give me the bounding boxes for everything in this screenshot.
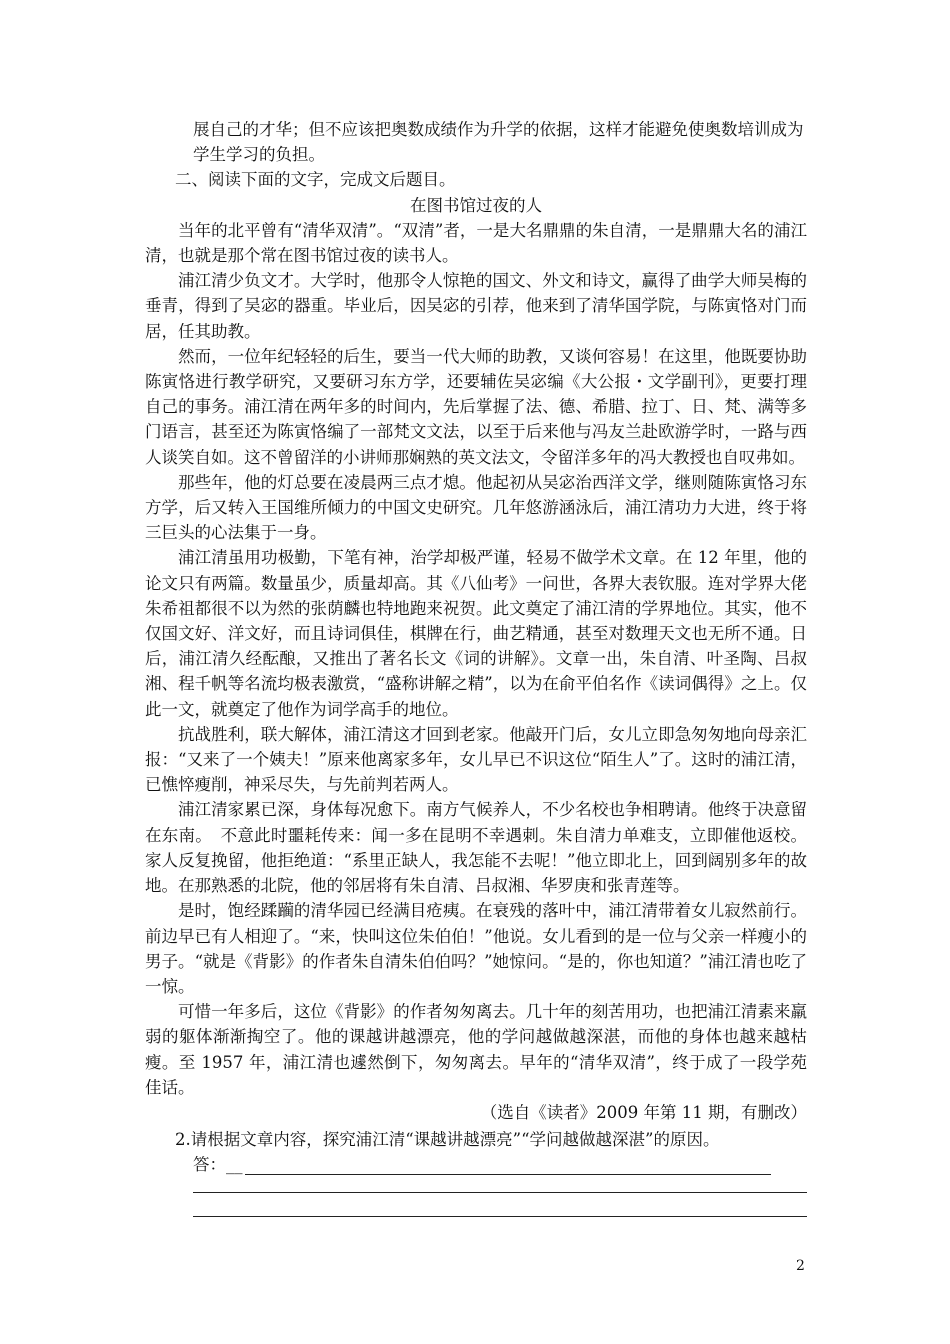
answer-line-3[interactable] bbox=[193, 1216, 807, 1217]
paragraph-1: 当年的北平曾有“清华双清”。“双清”者，一是大名鼎鼎的朱自清，一是鼎鼎大名的浦江清，也就是那个常在图书馆过夜的读书人。 bbox=[145, 220, 807, 266]
carryover-line-2: 学生学习的负担。 bbox=[193, 145, 325, 165]
paragraph-5: 浦江清虽用功极勤，下笔有神，治学却极严谨，轻易不做学术文章。在 12 年里，他的论文只有两篇。数量虽少，质量却高。其《八仙考》一问世，各界大表钦服。连对学界大佬朱希祖都很不以为然的张荫麟也特地跑来祝贺。此文奠定了浦江清的学界地位。其实，他不仅国文好、洋文好，而且诗词俱佳，棋牌在行，曲艺精通，甚至对数理天文也无所不通。日后，浦江清久经酝酿，又推出了著名长文《词的讲解》。文章一出，朱自清、叶圣陶、吕叔湘、程千帆等名流均极表激赏，“盛称讲解之精”，以为在俞平伯名作《读词偶得》之上。仅此一文，就奠定了他作为词学高手的地位。 bbox=[145, 548, 807, 719]
answer-row-3 bbox=[193, 1208, 807, 1236]
answer-line-2[interactable] bbox=[193, 1192, 807, 1193]
article-title: 在图书馆过夜的人 bbox=[410, 195, 542, 215]
answer-line-1[interactable] bbox=[245, 1174, 771, 1175]
paragraph-8: 是时，饱经蹂躏的清华园已经满目疮痍。在衰残的落叶中，浦江清带着女儿寂然前行。前边早已有人相迎了。“来，快叫这位朱伯伯！”他说。女儿看到的是一位与父亲一样瘦小的男子。“就是《背影》的作者朱自清朱伯伯吗？”她惊问。“是的，你也知道？”浦江清也吃了一惊。 bbox=[145, 901, 807, 996]
answer-row-2 bbox=[193, 1180, 807, 1208]
paragraph-7: 浦江清家累已深，身体每况愈下。南方气候养人，不少名校也争相聘请。他终于决意留在东南。 不意此时噩耗传来：闻一多在昆明不幸遇刺。朱自清力单难支，立即催他返校。家人反复挽留，他拒绝道：“系里正缺人，我怎能不去呢！”他立即北上，回到阔别多年的故地。在那熟悉的北院，他的邻居将有朱自清、吕叔湘、华罗庚和张青莲等。 bbox=[145, 800, 807, 896]
section-heading: 二、阅读下面的文字，完成文后题目。 bbox=[175, 170, 456, 190]
paragraph-3: 然而，一位年纪轻轻的后生，要当一代大师的助教，又谈何容易！在这里，他既要协助陈寅恪进行教学研究，又要研习东方学，还要辅佐吴宓编《大公报・文学副刊》，更要打理自己的事务。浦江清在两年多的时间内，先后掌握了法、德、希腊、拉丁、日、梵、满等多门语言，甚至还为陈寅恪编了一部梵文文法，以至于后来他与冯友兰赴欧游学时，一路与西人谈笑自如。这不曾留洋的小讲师那娴熟的英文法文，令留洋多年的冯大教授也自叹弗如。 bbox=[145, 346, 807, 467]
page-content bbox=[145, 117, 807, 1236]
paragraph-2: 浦江清少负文才。大学时，他那令人惊艳的国文、外文和诗文，赢得了曲学大师吴梅的垂青，得到了吴宓的器重。毕业后，因吴宓的引荐，他来到了清华国学院，与陈寅恪对门而居，任其助教。 bbox=[145, 271, 807, 341]
paragraph-4: 那些年，他的灯总要在凌晨两三点才熄。他起初从吴宓治西洋文学，继则随陈寅恪习东方学，后又转入王国维所倾力的中国文史研究。几年悠游涵泳后，浦江清功力大进，终于将三巨头的心法集于一身。 bbox=[145, 472, 807, 543]
question-2: 2.请根据文章内容，探究浦江清“课越讲越漂亮”“学问越做越深湛”的原因。 bbox=[175, 1130, 720, 1150]
paragraph-9: 可惜一年多后，这位《背影》的作者匆匆离去。几十年的刻苦用功，也把浦江清素来羸弱的躯体渐渐掏空了。他的课越讲越漂亮，他的学问越做越深湛，而他的身体也越来越枯瘦。至 1957 年，浦江清也遽然倒下，匆匆离去。早年的“清华双清”，终于成了一段学苑佳话。 bbox=[145, 1002, 807, 1097]
paragraph-6: 抗战胜利，联大解体，浦江清这才回到老家。他敲开门后，女儿立即急匆匆地向母亲汇报：“又来了一个姨夫！”原来他离家多年，女儿早已不识这位“陌生人”了。这时的浦江清，已憔悴瘦削，神采尽失，与先前判若两人。 bbox=[145, 724, 807, 795]
answer-row bbox=[193, 1152, 807, 1180]
answer-label: 答：__ bbox=[193, 1155, 243, 1175]
page-number: 2 bbox=[796, 1258, 805, 1274]
article-source: （选自《读者》2009 年第 11 期，有删改） bbox=[480, 1102, 807, 1122]
carryover-line-1: 展自己的才华；但不应该把奥数成绩作为升学的依据，这样才能避免使奥数培训成为 bbox=[193, 120, 804, 139]
